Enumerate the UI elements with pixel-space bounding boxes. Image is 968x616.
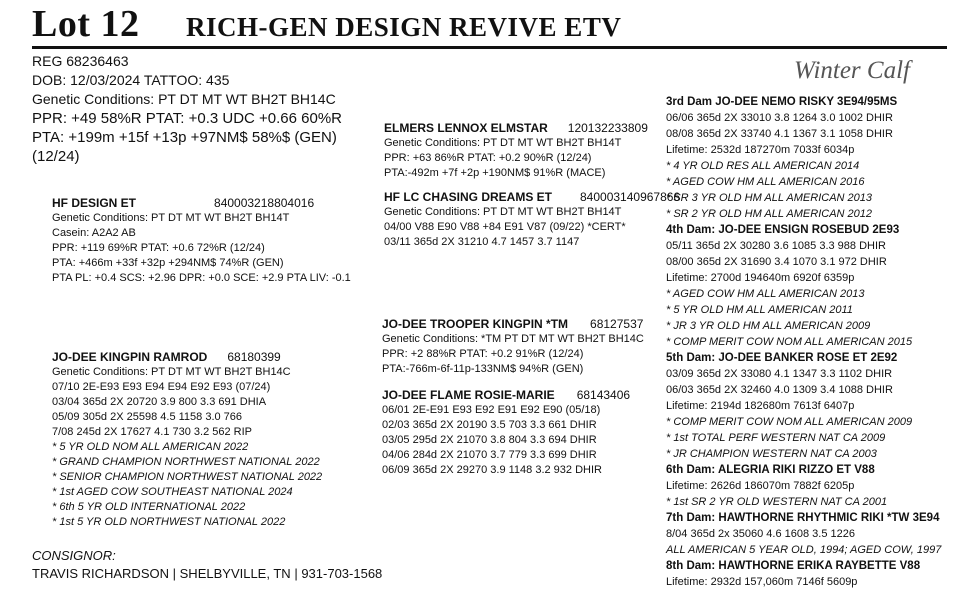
dam-award: * 1st 5 YR OLD NORTHWEST NATIONAL 2022 [52,516,286,528]
sire-line: PTA PL: +0.4 SCS: +2.96 DPR: +0.0 SCE: +2.9 PTA LIV: -0.1 [52,272,351,284]
sire-sire-line: Genetic Conditions: PT DT MT WT BH2T BH14T [384,137,622,149]
dam-dam-line: 04/06 284d 2X 21070 3.7 779 3.3 699 DHIR [382,449,597,461]
dam-7-heading: 7th Dam: HAWTHORNE RHYTHMIC RIKI *TW 3E94 [666,512,940,524]
lot-pta: PTA: +199m +15f +13p +97NM$ 58%$ (GEN) [32,129,337,146]
dam-reg: 68180399 [227,350,281,364]
sire-dam-reg: 840003140967866 [580,190,681,204]
dam-5-award: * JR CHAMPION WESTERN NAT CA 2003 [666,448,877,460]
dam-award: * 5 YR OLD NOM ALL AMERICAN 2022 [52,441,249,453]
lot-ppr: PPR: +49 58%R PTAT: +0.3 UDC +0.66 60%R [32,110,343,127]
sire-sire-block [384,121,648,181]
dam-dam-line: 03/05 295d 2X 21070 3.8 804 3.3 694 DHIR [382,434,597,446]
sire-reg: 840003218804016 [214,196,315,210]
sire-name: HF DESIGN ET [52,196,137,210]
sire-sire-name: ELMERS LENNOX ELMSTAR [384,121,548,135]
sire-sire-reg: 120132233809 [567,121,648,135]
dam-7-line: 8/04 365d 2x 35060 4.6 1608 3.5 1226 [666,528,856,540]
sire-sire-line: PPR: +63 86%R PTAT: +0.2 90%R (12/24) [384,152,592,164]
dam-dam-line: 02/03 365d 2X 20190 3.5 703 3.3 661 DHIR [382,419,597,431]
sire-line: Casein: A2A2 AB [52,227,136,239]
consignor-name: TRAVIS RICHARDSON [32,566,169,581]
dam-line: 7/08 245d 2X 17627 4.1 730 3.2 562 RIP [52,426,252,438]
dam-sire-reg: 68127537 [590,317,644,331]
title-divider [32,46,947,49]
dam-award: * GRAND CHAMPION NORTHWEST NATIONAL 2022 [52,456,320,468]
dam-heading [52,350,322,365]
dam-5-award: * COMP MERIT COW NOM ALL AMERICAN 2009 [666,416,913,428]
sire-dam-block [384,190,680,250]
sire-block [52,196,351,286]
consignor-phone: 931-703-1568 [301,566,383,581]
sire-line: PTA: +466m +33f +32p +294NM$ 74%R (GEN) [52,257,284,269]
dam-3-line: 08/08 365d 2X 33740 4.1 1367 3.1 1058 DHIR [666,128,893,140]
dam-dam-heading [382,388,630,403]
dam-4-line: Lifetime: 2700d 194640m 6920f 6359p [666,272,855,284]
consignor-label: CONSIGNOR: [32,548,116,563]
dam-award: * 1st AGED COW SOUTHEAST NATIONAL 2024 [52,486,293,498]
dam-block [52,350,322,530]
dam-8-line: Lifetime: 2932d 157,060m 7146f 5609p [666,576,858,588]
dam-sire-line: PPR: +2 88%R PTAT: +0.2 91%R (12/24) [382,348,584,360]
sire-line: PPR: +119 69%R PTAT: +0.6 72%R (12/24) [52,242,265,254]
consignor-info [32,566,382,581]
dam-4-award: * AGED COW HM ALL AMERICAN 2013 [666,288,865,300]
consignor-separator: | [172,566,177,581]
dam-line: 07/10 2E-E93 E93 E94 E94 E92 E93 (07/24) [52,381,271,393]
sire-heading [52,196,351,211]
lot-animal-name: RICH-GEN DESIGN REVIVE ETV [186,12,622,42]
dam-6-line: Lifetime: 2626d 186070m 7882f 6205p [666,480,855,492]
sire-sire-line: PTA:-492m +7f +2p +190NM$ 91%R (MACE) [384,167,606,179]
dam-3-award: * 4 YR OLD RES ALL AMERICAN 2014 [666,160,860,172]
sire-dam-line: 04/00 V88 E90 V88 +84 E91 V87 (09/22) *CERT* [384,221,626,233]
dam-line: 05/09 305d 2X 25598 4.5 1158 3.0 766 [52,411,243,423]
dam-6-heading: 6th Dam: ALEGRIA RIKI RIZZO ET V88 [666,464,875,476]
dam-dam-line: 06/01 2E-E91 E93 E92 E91 E92 E90 (05/18) [382,404,601,416]
dam-line: Genetic Conditions: PT DT MT WT BH2T BH14C [52,366,291,378]
dam-6-award: * 1st SR 2 YR OLD WESTERN NAT CA 2001 [666,496,888,508]
lot-reg: REG 68236463 [32,53,129,69]
lot-pta-date: (12/24) [32,148,80,165]
dam-sire-block [382,317,644,377]
dam-7-award: ALL AMERICAN 5 YEAR OLD, 1994; AGED COW, 1997 [666,544,942,556]
consignor-separator: | [294,566,298,581]
sire-sire-heading [384,121,648,136]
lot-dob: DOB: 12/03/2024 TATTOO: 435 [32,72,230,88]
sire-dam-name: HF LC CHASING DREAMS ET [384,190,552,204]
dam-5-heading: 5th Dam: JO-DEE BANKER ROSE ET 2E92 [666,352,898,364]
dam-line: 03/04 365d 2X 20720 3.9 800 3.3 691 DHIA [52,396,267,408]
dam-dam-line: 06/09 365d 2X 29270 3.9 1148 3.2 932 DHIR [382,464,602,476]
dam-sire-heading [382,317,644,332]
dam-3-award: * SR 3 YR OLD HM ALL AMERICAN 2013 [666,192,873,204]
dam-5-award: * 1st TOTAL PERF WESTERN NAT CA 2009 [666,432,886,444]
dam-award: * SENIOR CHAMPION NORTHWEST NATIONAL 2022 [52,471,323,483]
dam-4-award: * 5 YR OLD HM ALL AMERICAN 2011 [666,304,853,316]
sire-dam-line: Genetic Conditions: PT DT MT WT BH2T BH14T [384,206,622,218]
dam-sire-line: PTA:-766m-6f-11p-133NM$ 94%R (GEN) [382,363,584,375]
dam-3-line: Lifetime: 2532d 187270m 7033f 6034p [666,144,855,156]
dam-4-line: 05/11 365d 2X 30280 3.6 1085 3.3 988 DHIR [666,240,886,252]
maternal-line [666,94,941,590]
sire-line: Genetic Conditions: PT DT MT WT BH2T BH14T [52,212,290,224]
dam-sire-name: JO-DEE TROOPER KINGPIN *TM [382,317,569,331]
lot-details [32,52,342,166]
dam-name: JO-DEE KINGPIN RAMROD [52,350,208,364]
lot-number: Lot 12 [32,3,140,45]
dam-dam-block [382,388,630,478]
dam-dam-name: JO-DEE FLAME ROSIE-MARIE [382,388,555,402]
consignor-location: SHELBYVILLE, TN [179,566,291,581]
dam-5-line: 03/09 365d 2X 33080 4.1 1347 3.3 1102 DHIR [666,368,893,380]
dam-8-heading: 8th Dam: HAWTHORNE ERIKA RAYBETTE V88 [666,560,921,572]
sire-dam-heading [384,190,680,205]
dam-4-award: * COMP MERIT COW NOM ALL AMERICAN 2015 [666,336,913,348]
dam-4-heading: 4th Dam: JO-DEE ENSIGN ROSEBUD 2E93 [666,224,900,236]
dam-3-heading: 3rd Dam JO-DEE NEMO RISKY 3E94/95MS [666,96,898,108]
dam-4-award: * JR 3 YR OLD HM ALL AMERICAN 2009 [666,320,871,332]
dam-award: * 6th 5 YR OLD INTERNATIONAL 2022 [52,501,246,513]
dam-3-award: * AGED COW HM ALL AMERICAN 2016 [666,176,865,188]
dam-dam-reg: 68143406 [576,388,631,402]
class-label: Winter Calf [794,57,910,84]
dam-5-line: Lifetime: 2194d 182680m 7613f 6407p [666,400,855,412]
lot-genetic: Genetic Conditions: PT DT MT WT BH2T BH14C [32,91,336,107]
dam-sire-line: Genetic Conditions: *TM PT DT MT WT BH2T BH14C [382,333,644,345]
dam-5-line: 06/03 365d 2X 32460 4.0 1309 3.4 1088 DHIR [666,384,893,396]
sire-dam-line: 03/11 365d 2X 31210 4.7 1457 3.7 1147 [384,236,580,248]
dam-4-line: 08/00 365d 2X 31690 3.4 1070 3.1 972 DHIR [666,256,887,268]
dam-3-award: * SR 2 YR OLD HM ALL AMERICAN 2012 [666,208,873,220]
dam-3-line: 06/06 365d 2X 33010 3.8 1264 3.0 1002 DHIR [666,112,893,124]
